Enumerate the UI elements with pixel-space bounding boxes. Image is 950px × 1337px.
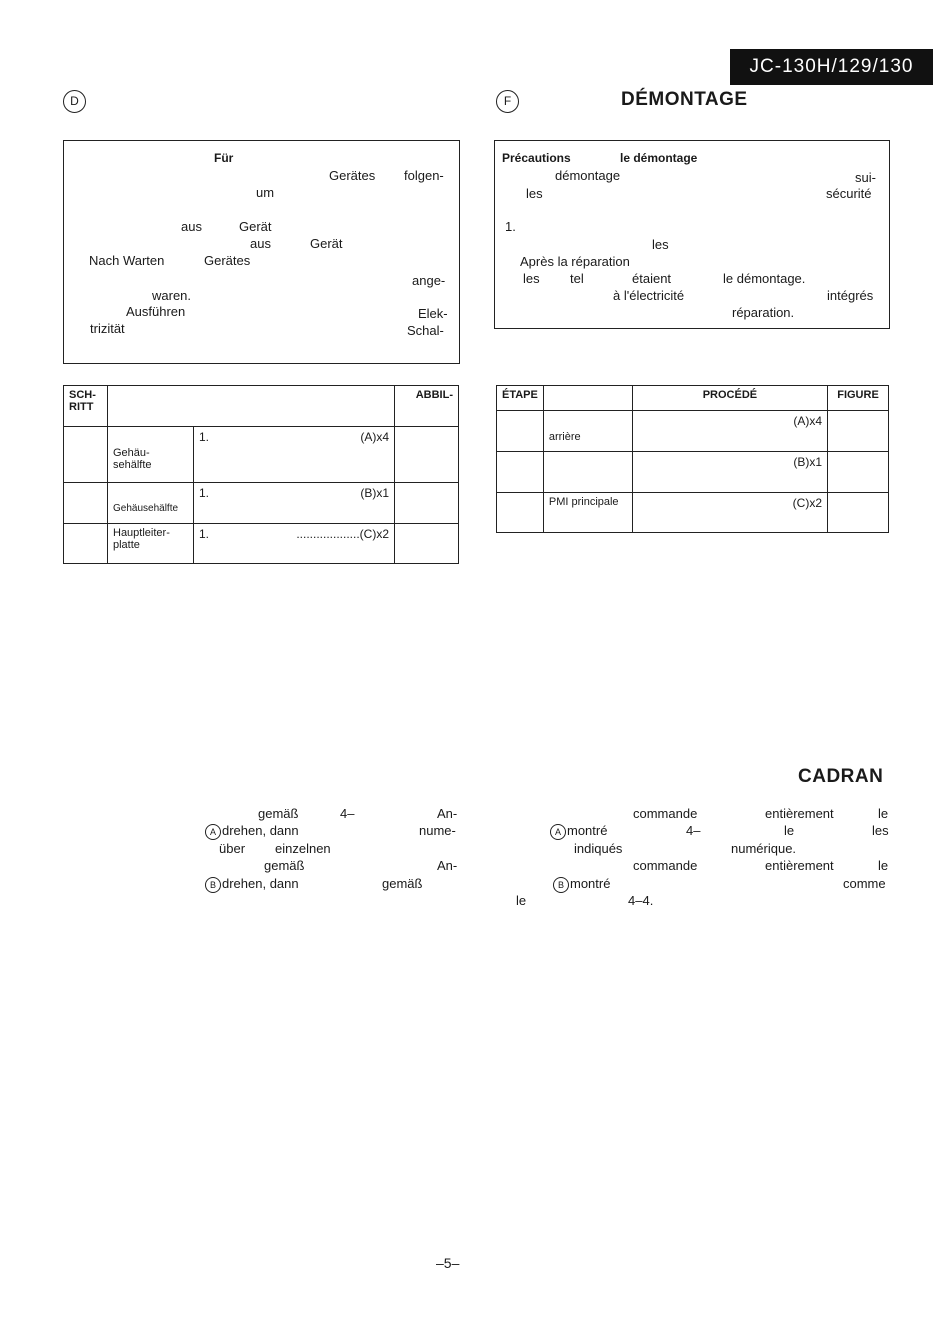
procedure-number: 1. [199,486,210,500]
french-dial-text: le [516,893,527,908]
french-dial-text: les [872,823,889,838]
french-dial-text: entièrement [765,806,834,821]
box-text: aus [250,236,271,251]
box-text: Elek- [418,306,448,321]
box-text: waren. [152,288,192,303]
part-cell: arrière [543,411,632,452]
french-dial-text: numérique. [731,841,797,856]
french-dial-text: entièrement [765,858,834,873]
german-dial-text: einzelnen [275,841,331,856]
box-text: ange- [412,273,446,288]
screw-spec: (A)x4 [360,430,389,444]
box-text: tel [570,271,584,286]
screw-spec: (C)x2 [632,493,827,533]
figure-cell [828,493,889,533]
procedure-number: 1. [199,527,210,541]
german-dial-text: über [219,841,246,856]
german-dial-text: B drehen, dann [205,876,299,893]
box-text: les [523,271,540,286]
french-dial-text: le [878,858,889,873]
figure-cell [828,411,889,452]
box-text: les [526,186,543,201]
german-dial-text: An- [437,858,458,873]
part-cell: Hauptleiter-platte [108,524,194,564]
french-dial-text: 4– [686,823,701,838]
knob-b-marker: B [553,877,569,893]
french-section-marker: F [496,90,519,113]
french-dial-text: commande [633,858,698,873]
step-cell [497,452,544,493]
part-cell: Gehäusehälfte [108,483,194,524]
knob-a-marker: A [550,824,566,840]
box-text: folgen- [404,168,444,183]
french-precautions-box [494,140,890,329]
box-text: Für [214,151,234,165]
box-text: Ausführen [126,304,186,319]
knob-a-marker: A [205,824,221,840]
german-dial-text: gemäß [264,858,305,873]
box-heading: Précautions [502,151,571,165]
procedure-cell [194,483,395,524]
step-cell [64,483,108,524]
page-number: –5– [436,1255,460,1271]
column-header-part [543,386,632,411]
box-text: sui- [855,170,876,185]
table-row [64,524,459,564]
part-cell: Gehäu-sehälfte [108,427,194,483]
part-cell: PMI principale [543,493,632,533]
german-dial-text: gemäß [382,876,423,891]
box-text: Nach Warten [89,253,165,268]
box-text: trizität [90,321,125,336]
box-text: Gerät [310,236,343,251]
box-text: Après la réparation [520,254,630,269]
box-text: intégrés [827,288,874,303]
column-header-step: ÉTAPE [497,386,544,411]
dial-section-title: CADRAN [798,766,884,787]
screw-spec: (B)x1 [632,452,827,493]
column-header-figure: ABBIL- [395,386,459,427]
french-dial-text: le [878,806,889,821]
figure-cell [395,483,459,524]
box-text: démontage [555,168,621,183]
column-header-procedure: PROCÉDÉ [632,386,827,411]
table-row [497,411,889,452]
german-section-marker: D [63,90,86,113]
box-text: étaient [632,271,672,286]
screw-spec: (B)x1 [360,486,389,500]
figure-cell [828,452,889,493]
part-cell [543,452,632,493]
box-text: sécurité [826,186,872,201]
figure-cell [395,427,459,483]
step-cell [497,411,544,452]
german-precautions-box [63,140,460,364]
model-number-badge: JC-130H/129/130 [730,49,933,85]
box-text: aus [181,219,202,234]
table-row [497,493,889,533]
table-row [64,427,459,483]
box-text: Gerätes [204,253,251,268]
french-dial-text: indiqués [574,841,623,856]
screw-spec: ...................(C)x2 [296,527,389,541]
procedure-number: 1. [199,430,210,444]
french-dial-text: A montré [550,823,607,840]
column-header-figure: FIGURE [828,386,889,411]
knob-b-marker: B [205,877,221,893]
box-text: Gerät [239,219,272,234]
french-dial-text: 4–4. [628,893,654,908]
column-header-procedure [108,386,395,427]
procedure-cell [194,524,395,564]
box-heading: le démontage [620,151,698,165]
table-row [64,483,459,524]
german-dial-text: A drehen, dann [205,823,299,840]
step-cell [64,524,108,564]
german-dial-text: gemäß [258,806,299,821]
box-text: les [652,237,669,252]
figure-cell [395,524,459,564]
german-dial-text: An- [437,806,458,821]
french-dial-text: le [784,823,795,838]
box-text: le démontage. [723,271,806,286]
french-dial-text: B montré [553,876,610,893]
german-dial-text: 4– [340,806,355,821]
french-dial-text: commande [633,806,698,821]
step-cell [64,427,108,483]
box-text: Schal- [407,323,444,338]
box-text: Gerätes [329,168,376,183]
box-text: à l'électricité [613,288,685,303]
german-disassembly-table [63,385,459,564]
french-dial-text: comme [843,876,886,891]
screw-spec: (A)x4 [632,411,827,452]
french-disassembly-table [496,385,889,533]
procedure-cell [194,427,395,483]
step-cell [497,493,544,533]
box-text: réparation. [732,305,795,320]
box-text: 1. [505,219,516,234]
column-header-step: SCH-RITT [64,386,108,427]
german-dial-text: nume- [419,823,456,838]
french-section-title: DÉMONTAGE [621,89,748,110]
box-text: um [256,185,275,200]
table-row [497,452,889,493]
